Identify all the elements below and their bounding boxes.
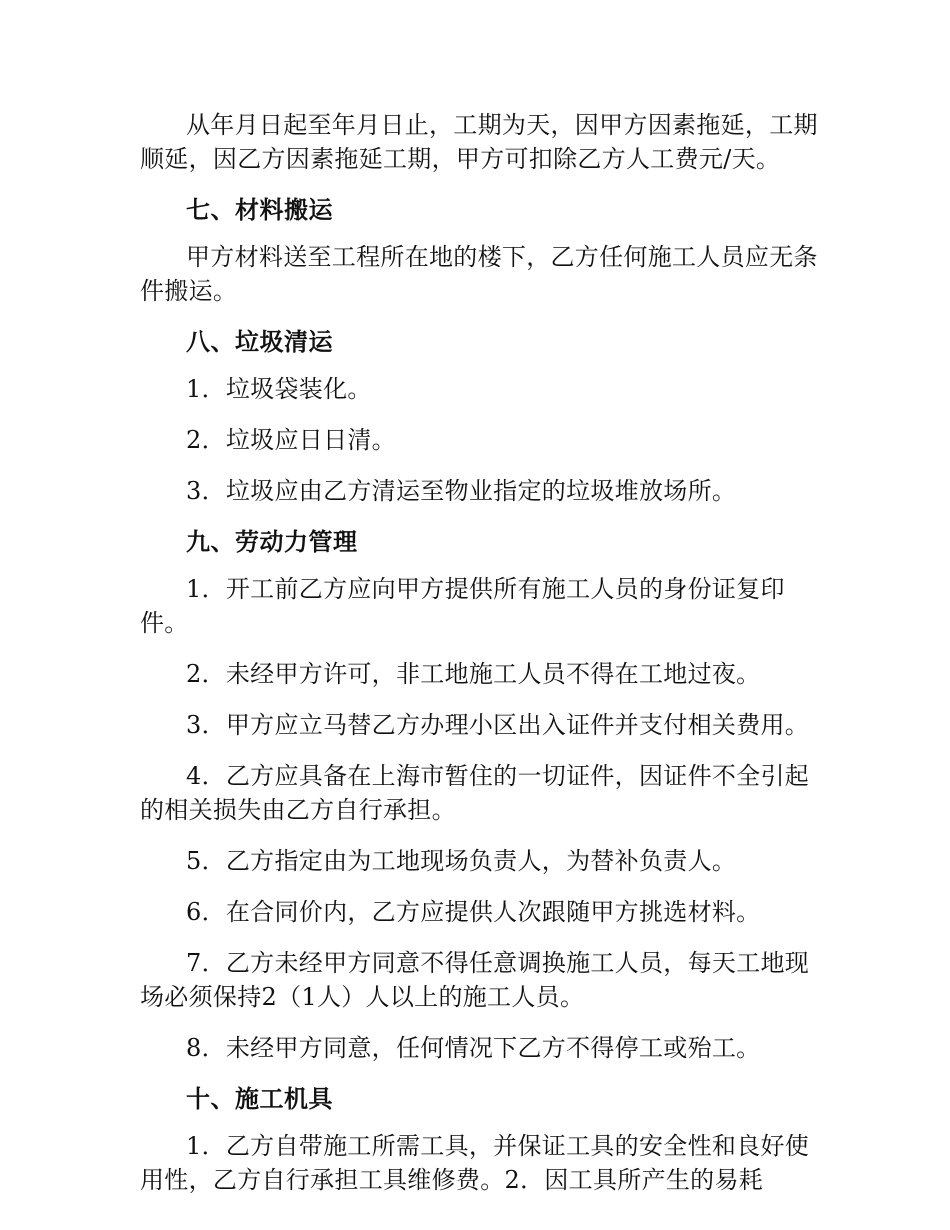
section-8-item: 1．垃圾袋装化。 (186, 375, 372, 403)
section-8-item: 3．垃圾应由乙方清运至物业指定的垃圾堆放场所。 (186, 477, 737, 505)
section-9-item: 1．开工前乙方应向甲方提供所有施工人员的身份证复印件。 (140, 575, 785, 637)
section-9-item: 7．乙方未经甲方同意不得任意调换施工人员，每天工地现场必须保持2（1人）人以上的施工人员。 (140, 949, 810, 1011)
section-8-heading: 八、垃圾清运 (186, 328, 333, 356)
schedule-paragraph: 从年月日起至年月日止，工期为天，因甲方因素拖延，工期顺延，因乙方因素拖延工期，甲方可扣除乙方人工费元/天。 (140, 111, 818, 173)
section-10-item: 1．乙方自带施工所需工具，并保证工具的安全性和良好使用性，乙方自行承担工具维修费。2．因工具所产生的易耗 (140, 1132, 810, 1194)
section-9-item: 3．甲方应立马替乙方办理小区出入证件并支付相关费用。 (186, 711, 810, 739)
section-9-item: 4．乙方应具备在上海市暂住的一切证件，因证件不全引起的相关损失由乙方自行承担。 (140, 762, 810, 824)
section-10-heading: 十、施工机具 (186, 1085, 333, 1113)
section-9-heading: 九、劳动力管理 (186, 528, 358, 556)
section-7-body: 甲方材料送至工程所在地的楼下，乙方任何施工人员应无条件搬运。 (140, 243, 818, 305)
section-9-item: 2．未经甲方许可，非工地施工人员不得在工地过夜。 (186, 660, 761, 688)
section-9-item: 8．未经甲方同意，任何情况下乙方不得停工或殆工。 (186, 1034, 761, 1062)
section-8-item: 2．垃圾应日日清。 (186, 426, 396, 454)
section-9-item: 5．乙方指定由为工地现场负责人，为替补负责人。 (186, 847, 737, 875)
contract-text (140, 108, 820, 1214)
section-7-heading: 七、材料搬运 (186, 196, 333, 224)
section-9-item: 6．在合同价内，乙方应提供人次跟随甲方挑选材料。 (186, 898, 761, 926)
